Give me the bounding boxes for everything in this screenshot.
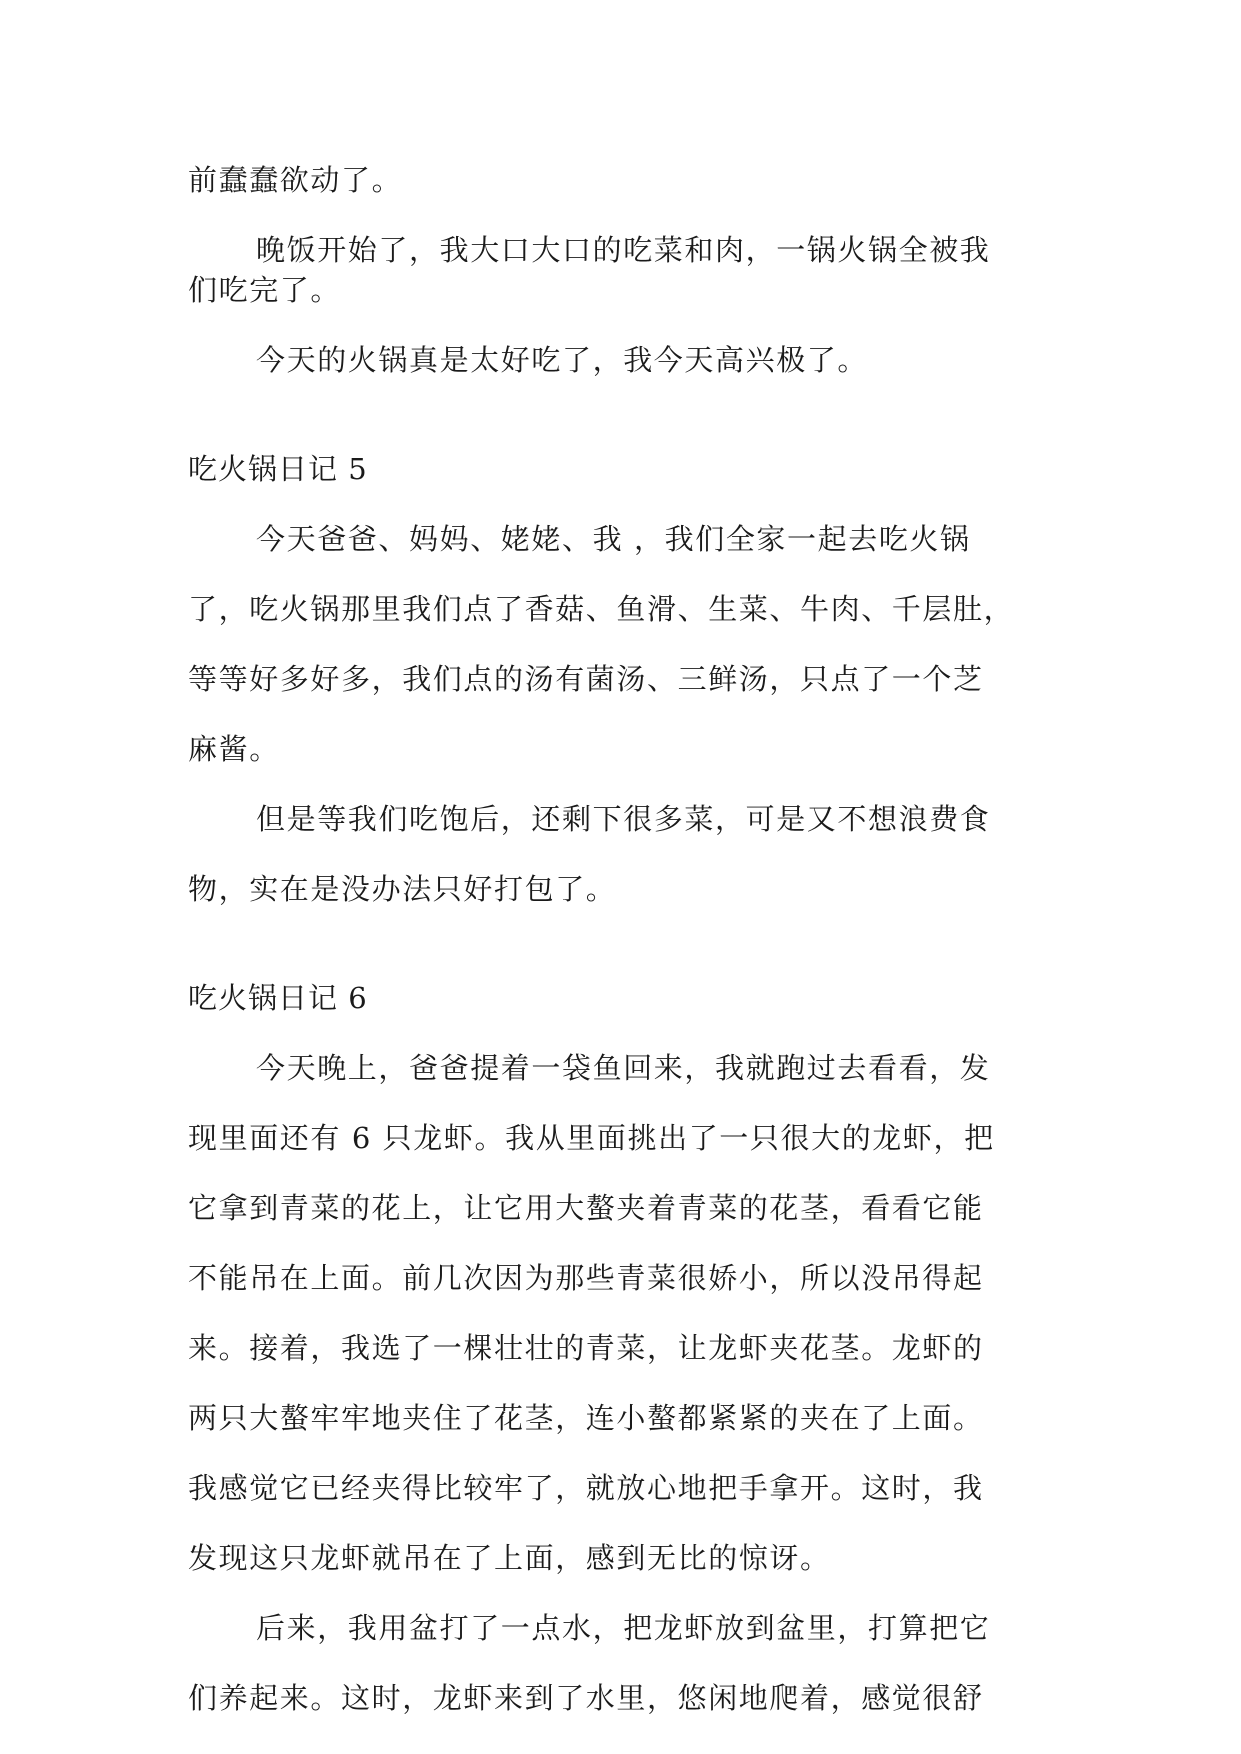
paragraph-line: 们吃完了。	[188, 273, 342, 307]
paragraph	[188, 519, 1054, 769]
entry-title: 吃火锅日记 5	[188, 452, 368, 486]
previous-entry-continuation	[188, 160, 1054, 380]
paragraph	[188, 1608, 1054, 1718]
paragraph-line: 它拿到青菜的花上，让它用大螯夹着青菜的花茎，看看它能	[188, 1191, 984, 1225]
document-page	[188, 160, 1054, 1718]
paragraph-line: 来。接着，我选了一棵壮壮的青菜，让龙虾夹花茎。龙虾的	[188, 1331, 984, 1365]
paragraph-line: 等等好多好多，我们点的汤有菌汤、三鲜汤，只点了一个芝	[188, 662, 984, 696]
paragraph-line: 麻酱。	[188, 732, 280, 766]
paragraph-line: 晚饭开始了，我大口大口的吃菜和肉，一锅火锅全被我	[256, 233, 991, 267]
paragraph-line: 两只大螯牢牢地夹住了花茎，连小螯都紧紧的夹在了上面。	[188, 1401, 984, 1435]
diary-entry-6	[188, 978, 1054, 1718]
paragraph-line: 后来，我用盆打了一点水，把龙虾放到盆里，打算把它	[256, 1611, 991, 1645]
paragraph-line: 但是等我们吃饱后，还剩下很多菜，可是又不想浪费食	[256, 802, 991, 836]
paragraph-line: 现里面还有 6 只龙虾。我从里面挑出了一只很大的龙虾，把	[188, 1121, 995, 1155]
entry-title: 吃火锅日记 6	[188, 981, 368, 1015]
paragraph-line: 发现这只龙虾就吊在了上面，感到无比的惊讶。	[188, 1541, 831, 1575]
paragraph-line: 了，吃火锅那里我们点了香菇、鱼滑、生菜、牛肉、千层肚，	[188, 592, 1015, 626]
paragraph	[188, 1048, 1054, 1578]
paragraph-line: 们养起来。这时，龙虾来到了水里，悠闲地爬着，感觉很舒	[188, 1681, 984, 1715]
paragraph-line: 今天爸爸、妈妈、姥姥、我 ，我们全家一起去吃火锅	[256, 522, 971, 556]
paragraph-line: 今天晚上，爸爸提着一袋鱼回来，我就跑过去看看，发	[256, 1051, 991, 1085]
paragraph-line: 今天的火锅真是太好吃了，我今天高兴极了。	[256, 343, 869, 377]
paragraph-line: 物，实在是没办法只好打包了。	[188, 872, 617, 906]
paragraph	[188, 340, 1054, 380]
paragraph-line: 前蠢蠢欲动了。	[188, 163, 403, 197]
paragraph	[188, 799, 1054, 909]
paragraph	[188, 230, 1054, 310]
paragraph-line: 我感觉它已经夹得比较牢了，就放心地把手拿开。这时，我	[188, 1471, 984, 1505]
diary-entry-5	[188, 449, 1054, 909]
paragraph-line: 不能吊在上面。前几次因为那些青菜很娇小，所以没吊得起	[188, 1261, 984, 1295]
